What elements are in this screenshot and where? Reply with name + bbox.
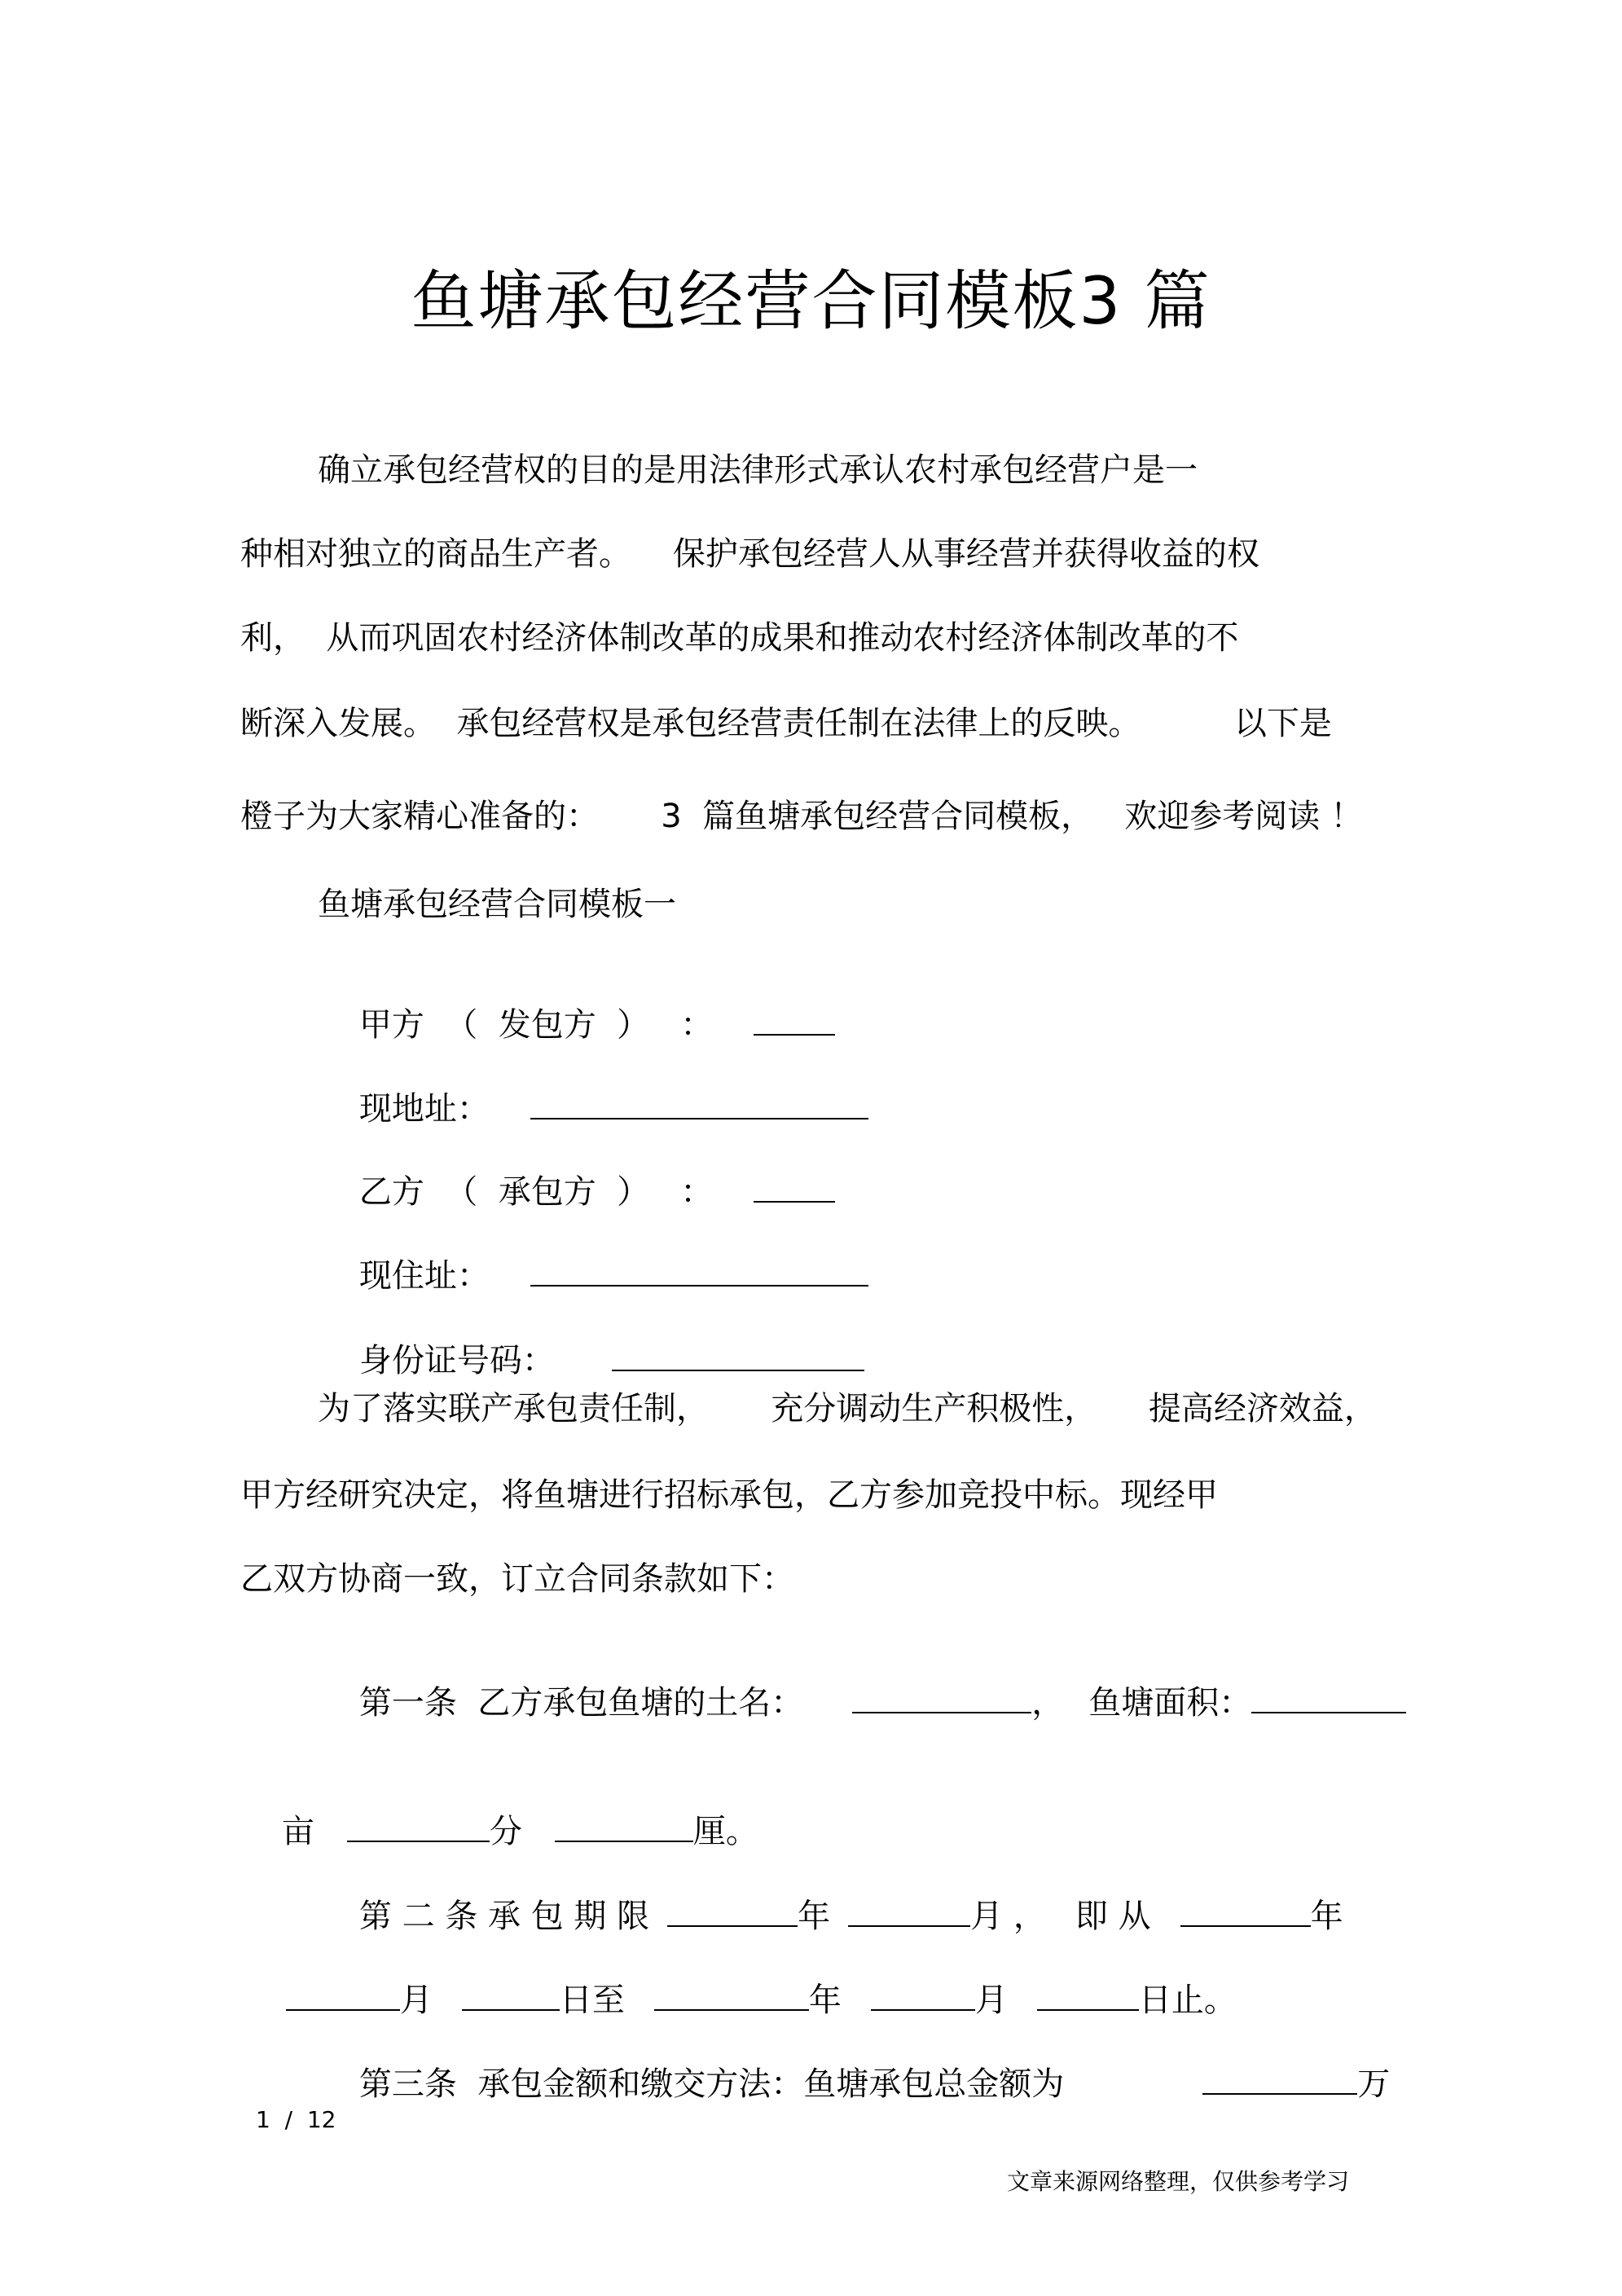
article-1-label: 第一条 乙方承包鱼塘的土名： xyxy=(358,1684,804,1722)
article-2-year3-blank[interactable] xyxy=(654,1980,809,2011)
page-title: 鱼塘承包经营合同模板3 篇 xyxy=(411,263,1211,339)
residence-blank[interactable] xyxy=(530,1256,868,1287)
article-1-unit-fen: 分 xyxy=(489,1813,522,1850)
article-3-unit: 万 xyxy=(1357,2065,1391,2103)
article-3-amount-blank[interactable] xyxy=(1202,2064,1357,2095)
intro-line-4: 断深入发展。 承包经营权是承包经营责任制在法律上的反映。 以下是 xyxy=(240,705,1332,742)
article-2-day-to: 日至 xyxy=(559,1982,625,2019)
article-1-name-blank[interactable] xyxy=(852,1682,1031,1713)
article-2-day-blank[interactable] xyxy=(462,1980,560,2011)
preamble-line-1: 为了落实联产承包责任制， 充分调动生产积极性， 提高经济效益， xyxy=(318,1390,1377,1427)
residence-label: 现住址： xyxy=(358,1257,490,1295)
article-1-fen-blank[interactable] xyxy=(555,1811,693,1842)
party-b-blank[interactable] xyxy=(754,1172,835,1203)
id-label: 身份证号码： xyxy=(358,1342,555,1379)
article-1-mu-blank[interactable] xyxy=(347,1811,490,1842)
preamble-line-3: 乙双方协商一致，订立合同条款如下： xyxy=(240,1560,794,1598)
address-blank[interactable] xyxy=(530,1089,868,1119)
article-3-label: 第三条 承包金额和缴交方法：鱼塘承包总金额为 xyxy=(358,2065,1065,2103)
party-a-label: 甲方 （ 发包方 ） ： xyxy=(358,1006,714,1044)
article-2-month3: 月 xyxy=(974,1982,1008,2019)
preamble-line-2: 甲方经研究决定，将鱼塘进行招标承包，乙方参加竞投中标。现经甲 xyxy=(240,1476,1218,1514)
page-indicator: 1 / 12 xyxy=(256,2106,336,2133)
article-1-area-label: 鱼塘面积： xyxy=(1088,1684,1252,1722)
article-1-unit-li: 厘。 xyxy=(692,1813,758,1850)
article-2-month: 月 ， xyxy=(970,1898,1046,1935)
article-2-month2: 月 xyxy=(399,1982,433,2019)
party-a-blank[interactable] xyxy=(754,1005,835,1036)
article-2-label: 第 二 条 承 包 期 限 xyxy=(358,1898,650,1935)
intro-line-5: 橙子为大家精心准备的： 3 篇鱼塘承包经营合同模板， 欢迎参考阅读 ！ xyxy=(240,798,1364,835)
article-2-day-end-blank[interactable] xyxy=(1037,1980,1139,2011)
article-1-line-1 xyxy=(318,1650,1406,1752)
article-2-year3: 年 xyxy=(808,1982,842,2019)
address-label: 现地址： xyxy=(358,1090,490,1128)
intro-line-1: 确立承包经营权的目的是用法律形式承认农村承包经营户是一 xyxy=(318,451,1198,489)
article-2-year2: 年 xyxy=(1310,1898,1343,1935)
article-1-area-blank[interactable] xyxy=(1251,1682,1406,1713)
section-heading: 鱼塘承包经营合同模板一 xyxy=(318,886,676,923)
intro-line-3: 利， 从而巩固农村经济体制改革的成果和推动农村经济体制改革的不 xyxy=(240,619,1239,657)
article-2-day-end: 日止。 xyxy=(1138,1982,1237,2019)
source-note: 文章来源网络整理，仅供参考学习 xyxy=(1007,2168,1350,2195)
article-2-year2-blank[interactable] xyxy=(1180,1896,1311,1927)
article-2-month2-blank[interactable] xyxy=(286,1980,400,2011)
article-2-month3-blank[interactable] xyxy=(871,1980,975,2011)
party-b-label: 乙方 （ 承包方 ） ： xyxy=(358,1173,714,1211)
article-2-month-blank[interactable] xyxy=(848,1896,970,1927)
article-1-unit-mu: 亩 xyxy=(281,1813,314,1850)
article-2-year-blank[interactable] xyxy=(667,1896,798,1927)
article-1-comma: ， xyxy=(1031,1684,1065,1722)
article-2-from: 即 从 xyxy=(1075,1898,1151,1935)
id-blank[interactable] xyxy=(612,1340,864,1371)
intro-line-2: 种相对独立的商品生产者。 保护承包经营人从事经营并获得收益的权 xyxy=(240,535,1259,573)
article-2-year: 年 xyxy=(798,1898,831,1935)
article-3-line-1 xyxy=(318,2031,1390,2133)
